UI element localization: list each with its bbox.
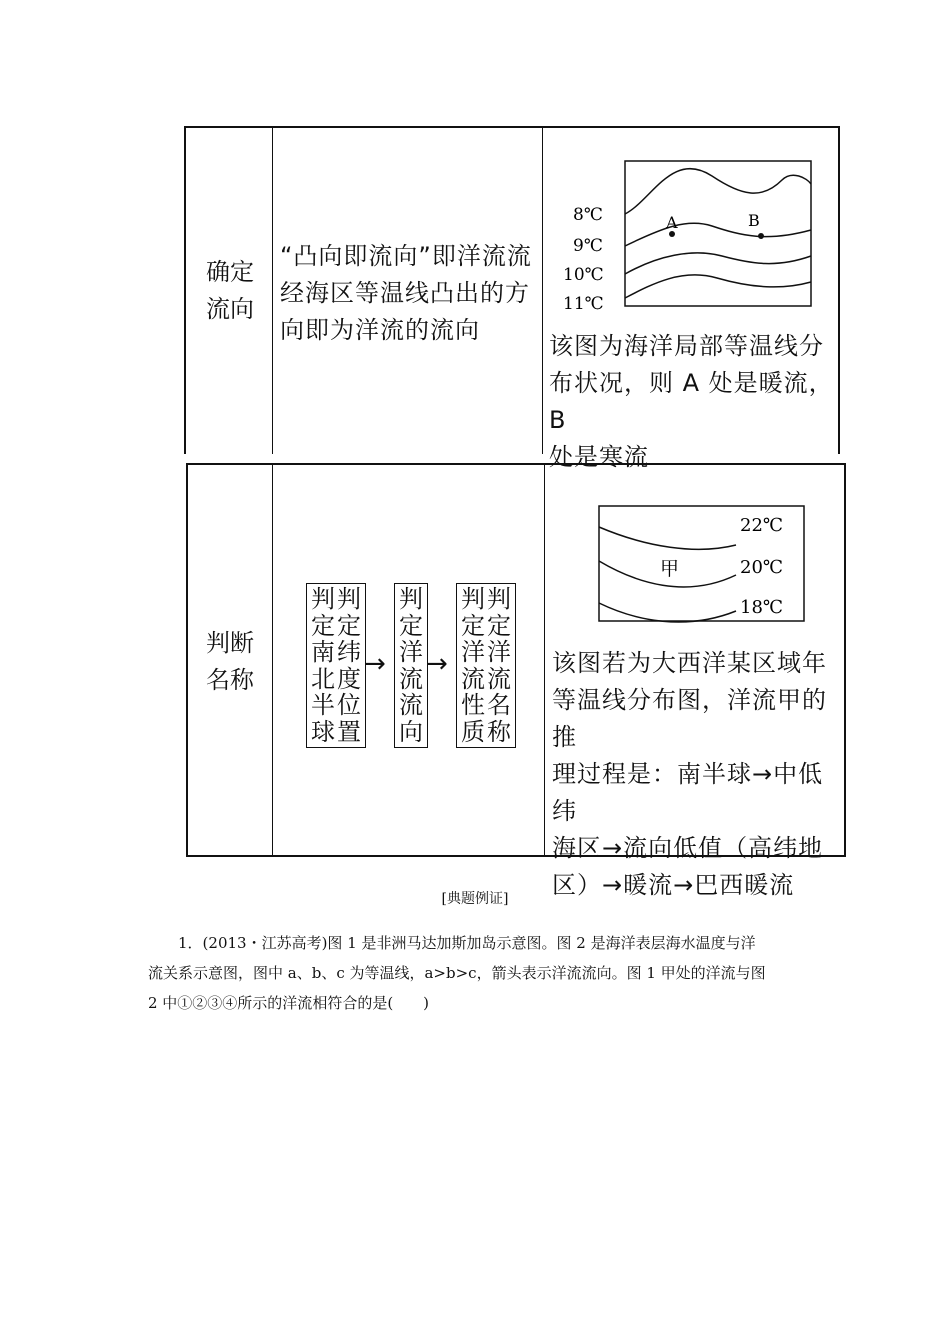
isotherm-figure-1 — [562, 158, 822, 310]
flow-arrow: → — [364, 649, 386, 679]
current-label: 甲 — [660, 558, 680, 580]
isotherm-figure-2 — [596, 503, 808, 623]
column-divider — [272, 128, 273, 454]
figure-1-caption: 该图为海洋局部等温线分 布状况，则 A 处是暖流，B 处是寒流 — [549, 332, 834, 471]
isotherm-label: 18℃ — [740, 597, 784, 618]
section-title: [典题例证] — [441, 891, 509, 907]
figure-2-caption: 该图若为大西洋某区域年 等温线分布图，洋流甲的推 理过程是：南半球→中低纬 海区→流向低值（高纬地 区）→暖流→巴西暖流 — [552, 649, 827, 899]
column-divider — [272, 465, 273, 855]
flow-box-current-nature-name: 判 定 洋 流 性 质 判 定 洋 流 名 称 — [456, 583, 516, 748]
point-a-label: A — [666, 213, 678, 232]
column-divider — [544, 465, 545, 855]
isotherm-label: 11℃ — [563, 294, 604, 310]
isotherm-label: 20℃ — [740, 557, 784, 578]
flow-box-current-direction: 判 定 洋 流 流 向 — [394, 583, 428, 748]
column-divider — [542, 128, 543, 454]
flow-arrow: → — [426, 649, 448, 679]
row-label: 判断 名称 — [206, 629, 254, 694]
isotherm-label: 9℃ — [573, 236, 603, 256]
row-description: “凸向即流向”即洋流流 经海区等温线凸出的方 向即为洋流的流向 — [280, 242, 532, 344]
question-1: 1．(2013・江苏高考)图 1 是非洲马达加斯加岛示意图。图 2 是海洋表层海水温度与洋 流关系示意图，图中 a、b、c 为等温线，a>b>c，箭头表示洋流流向。图 1 甲处的洋流与图 2 中①②③④所示的洋流相符合的是( ) — [148, 934, 766, 1012]
isotherm-label: 22℃ — [740, 515, 784, 536]
point-b-label: B — [748, 211, 760, 230]
row-label: 确定 流向 — [206, 258, 254, 323]
point-b-marker — [758, 233, 764, 239]
flow-box-hemisphere-latitude: 判 定 南 北 半 球 判 定 纬 度 位 置 — [306, 583, 366, 748]
isotherm-label: 10℃ — [563, 265, 604, 285]
isotherm-label: 8℃ — [573, 205, 603, 225]
table-row-determine-direction — [184, 126, 840, 471]
